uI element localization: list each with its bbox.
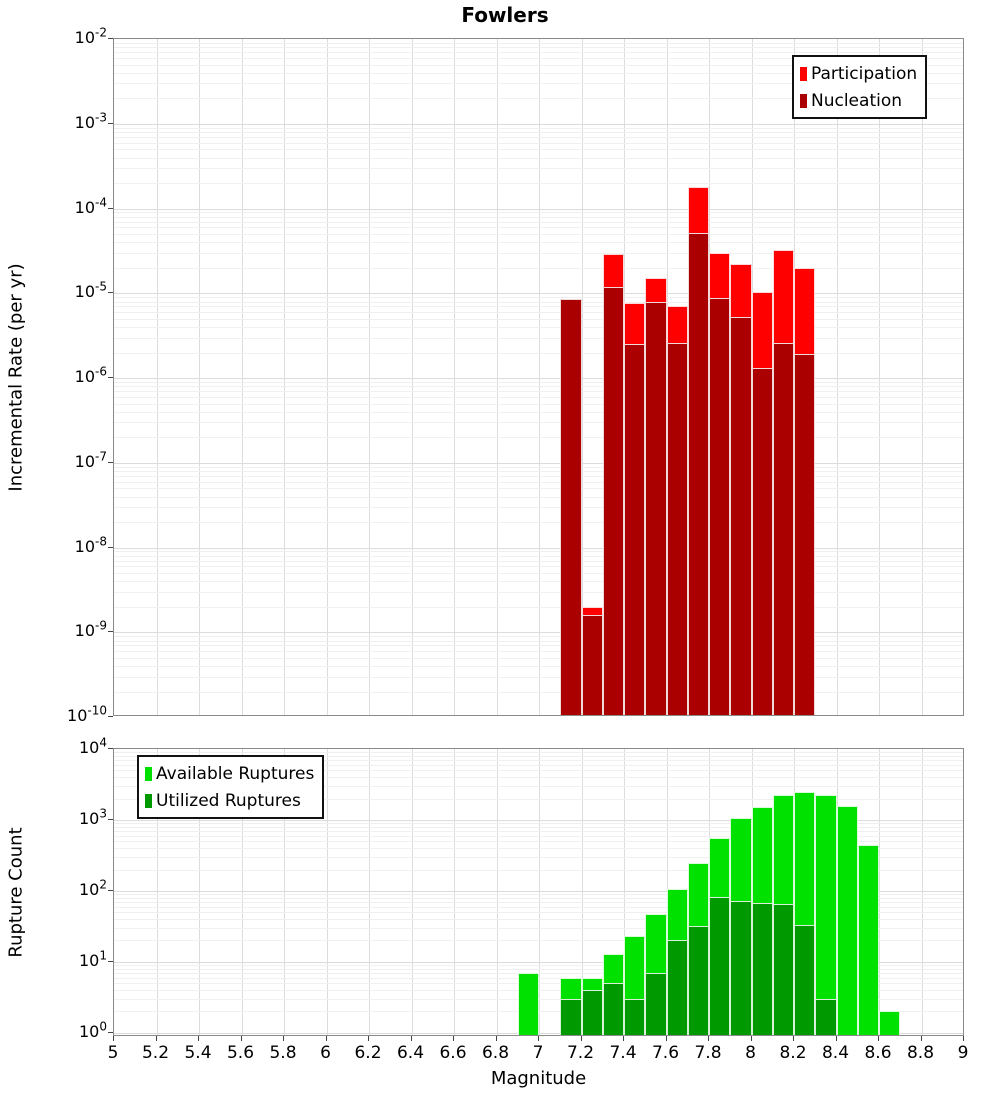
x-tick-mark xyxy=(241,1036,242,1041)
x-tick-label: 7 xyxy=(532,1043,544,1063)
legend-item-available-ruptures xyxy=(145,760,314,787)
gridline-minor xyxy=(114,561,963,562)
gridline-minor xyxy=(114,658,963,659)
gridline-vertical xyxy=(242,39,243,715)
gridline-vertical xyxy=(454,749,455,1035)
gridline-minor xyxy=(114,132,963,133)
x-tick-label: 5.4 xyxy=(184,1043,212,1063)
legend-label: Nucleation xyxy=(811,90,903,111)
x-tick-label: 5.8 xyxy=(269,1043,297,1063)
bar-available-ruptures-m6.95 xyxy=(518,973,539,1036)
gridline-minor xyxy=(114,382,963,383)
gridline-minor xyxy=(114,183,963,184)
gridline-minor xyxy=(114,522,963,523)
y-tick-label: $10^{-9}$ xyxy=(74,618,107,641)
y-tick-label: $10^{-5}$ xyxy=(74,279,107,302)
gridline-minor xyxy=(114,412,963,413)
bar-utilized-ruptures-m7.85 xyxy=(709,897,730,1036)
legend-swatch-icon xyxy=(145,767,152,781)
gridline-major xyxy=(114,463,963,464)
gridline-minor xyxy=(114,353,963,354)
y-tick-label: $10^{-4}$ xyxy=(74,195,107,217)
gridline-vertical xyxy=(879,39,880,715)
bar-available-ruptures-m8.55 xyxy=(858,845,879,1036)
gridline-minor xyxy=(114,386,963,387)
legend-swatch-icon xyxy=(800,94,807,108)
gridline-minor xyxy=(114,507,963,508)
gridline-vertical xyxy=(497,39,498,715)
bar-nucleation-m7.45 xyxy=(624,344,645,716)
bar-utilized-ruptures-m7.65 xyxy=(667,940,688,1036)
y-tick-label: $10^{-8}$ xyxy=(74,534,107,556)
gridline-vertical xyxy=(157,39,158,715)
gridline-vertical xyxy=(369,749,370,1035)
gridline-vertical xyxy=(539,39,540,715)
gridline-vertical xyxy=(539,749,540,1035)
x-tick-mark xyxy=(623,1036,624,1041)
gridline-minor xyxy=(114,476,963,477)
gridline-major xyxy=(114,124,963,125)
gridline-major xyxy=(114,293,963,294)
gridline-minor xyxy=(114,168,963,169)
gridline-minor xyxy=(114,297,963,298)
bar-nucleation-m7.75 xyxy=(688,233,709,716)
gridline-vertical xyxy=(412,749,413,1035)
legend-top-left xyxy=(137,755,324,819)
gridline-minor xyxy=(114,137,963,138)
gridline-minor xyxy=(114,327,963,328)
gridline-minor xyxy=(114,397,963,398)
y-tick-label: $10^{-2}$ xyxy=(74,25,107,47)
x-tick-mark xyxy=(793,1036,794,1041)
legend-item-utilized-ruptures xyxy=(145,787,314,814)
gridline-vertical xyxy=(922,749,923,1035)
y-axis-label-rupture-count: Rupture Count xyxy=(5,826,27,958)
y-tick-label: $10^1$ xyxy=(79,948,107,970)
gridline-vertical xyxy=(497,749,498,1035)
gridline-minor xyxy=(114,222,963,223)
gridline-minor xyxy=(114,651,963,652)
x-tick-label: 7.8 xyxy=(694,1043,722,1063)
gridline-minor xyxy=(114,253,963,254)
y-tick-mark xyxy=(108,208,113,209)
gridline-minor xyxy=(114,149,963,150)
y-tick-mark xyxy=(108,748,113,749)
gridline-vertical xyxy=(327,749,328,1035)
gridline-vertical xyxy=(199,39,200,715)
bar-nucleation-m7.95 xyxy=(730,317,751,716)
gridline-minor xyxy=(114,128,963,129)
x-tick-mark xyxy=(326,1036,327,1041)
x-tick-label: 8.6 xyxy=(864,1043,892,1063)
x-tick-label: 8.4 xyxy=(821,1043,850,1063)
legend-swatch-icon xyxy=(145,794,152,808)
gridline-major xyxy=(114,378,963,379)
x-tick-mark xyxy=(581,1036,582,1041)
y-tick-mark xyxy=(108,377,113,378)
rupture-count-panel xyxy=(113,748,964,1036)
y-tick-mark xyxy=(108,547,113,548)
bar-available-ruptures-m8.65 xyxy=(879,1011,900,1036)
gridline-minor xyxy=(114,47,963,48)
gridline-minor xyxy=(114,312,963,313)
x-tick-label: 5 xyxy=(107,1043,119,1063)
gridline-minor xyxy=(114,217,963,218)
x-tick-mark xyxy=(368,1036,369,1041)
legend-swatch-icon xyxy=(800,67,807,81)
bar-utilized-ruptures-m7.15 xyxy=(560,999,581,1036)
bar-utilized-ruptures-m8.25 xyxy=(794,925,815,1036)
gridline-minor xyxy=(114,566,963,567)
x-tick-mark xyxy=(283,1036,284,1041)
gridline-minor xyxy=(114,212,963,213)
legend-item-participation xyxy=(800,60,917,87)
y-tick-label: $10^{-3}$ xyxy=(74,110,107,132)
gridline-minor xyxy=(114,302,963,303)
legend-label: Available Ruptures xyxy=(156,763,315,784)
y-tick-mark xyxy=(108,961,113,962)
y-tick-mark xyxy=(108,462,113,463)
bar-nucleation-m7.55 xyxy=(645,302,666,716)
y-tick-label: $10^2$ xyxy=(79,877,107,899)
gridline-vertical xyxy=(454,39,455,715)
y-tick-label: $10^{-7}$ xyxy=(74,449,107,471)
x-tick-mark xyxy=(666,1036,667,1041)
gridline-minor xyxy=(114,573,963,574)
bar-nucleation-m8.15 xyxy=(773,343,794,716)
gridline-minor xyxy=(114,551,963,552)
gridline-minor xyxy=(114,467,963,468)
legend-label: Participation xyxy=(811,63,918,84)
x-tick-label: 6.4 xyxy=(396,1043,425,1063)
legend-top-right xyxy=(792,55,927,119)
gridline-vertical xyxy=(879,749,880,1035)
x-tick-mark xyxy=(538,1036,539,1041)
gridline-minor xyxy=(114,497,963,498)
gridline-minor xyxy=(114,592,963,593)
x-tick-mark xyxy=(921,1036,922,1041)
gridline-minor xyxy=(114,391,963,392)
gridline-minor xyxy=(114,636,963,637)
legend-label: Utilized Ruptures xyxy=(156,790,301,811)
x-tick-label: 5.6 xyxy=(226,1043,255,1063)
gridline-minor xyxy=(114,338,963,339)
gridline-minor xyxy=(114,645,963,646)
x-tick-mark xyxy=(156,1036,157,1041)
y-tick-mark xyxy=(108,38,113,39)
gridline-vertical xyxy=(922,39,923,715)
gridline-minor xyxy=(114,404,963,405)
gridline-vertical xyxy=(412,39,413,715)
gridline-minor xyxy=(114,437,963,438)
x-tick-label: 7.4 xyxy=(609,1043,637,1063)
chart-title: Fowlers xyxy=(461,3,549,27)
gridline-vertical xyxy=(284,39,285,715)
x-tick-mark xyxy=(963,1036,964,1041)
x-tick-mark xyxy=(453,1036,454,1041)
x-tick-label: 6.8 xyxy=(481,1043,510,1063)
gridline-minor xyxy=(114,306,963,307)
gridline-vertical xyxy=(369,39,370,715)
x-tick-label: 8.2 xyxy=(779,1043,807,1063)
y-tick-label: $10^4$ xyxy=(79,735,107,757)
y-tick-mark xyxy=(108,716,113,717)
bar-utilized-ruptures-m8.05 xyxy=(752,903,773,1036)
gridline-minor xyxy=(114,641,963,642)
bar-utilized-ruptures-m7.45 xyxy=(624,999,645,1036)
gridline-minor xyxy=(114,158,963,159)
x-tick-label: 7.2 xyxy=(566,1043,595,1063)
x-tick-mark xyxy=(113,1036,114,1041)
x-tick-label: 6.2 xyxy=(354,1043,382,1063)
x-tick-label: 6 xyxy=(320,1043,331,1063)
gridline-major xyxy=(114,632,963,633)
bar-nucleation-m7.15 xyxy=(560,299,581,716)
x-tick-label: 8 xyxy=(745,1043,756,1063)
x-axis-label: Magnitude xyxy=(490,1068,587,1089)
bar-utilized-ruptures-m7.25 xyxy=(582,990,603,1036)
x-tick-mark xyxy=(836,1036,837,1041)
gridline-minor xyxy=(114,242,963,243)
gridline-minor xyxy=(114,488,963,489)
y-tick-mark xyxy=(108,1032,113,1033)
bar-utilized-ruptures-m7.75 xyxy=(688,926,709,1036)
y-tick-label: $10^0$ xyxy=(79,1019,107,1041)
x-tick-mark xyxy=(496,1036,497,1041)
x-tick-label: 7.6 xyxy=(651,1043,680,1063)
y-tick-label: $10^3$ xyxy=(79,806,107,828)
bar-utilized-ruptures-m7.55 xyxy=(645,973,666,1036)
gridline-minor xyxy=(114,666,963,667)
gridline-vertical xyxy=(837,39,838,715)
y-tick-mark xyxy=(108,123,113,124)
x-tick-mark xyxy=(878,1036,879,1041)
incremental-rate-panel xyxy=(113,38,964,716)
x-tick-mark xyxy=(708,1036,709,1041)
y-tick-mark xyxy=(108,292,113,293)
gridline-minor xyxy=(114,234,963,235)
bar-utilized-ruptures-m7.95 xyxy=(730,901,751,1036)
x-tick-mark xyxy=(198,1036,199,1041)
gridline-major xyxy=(114,209,963,210)
gridline-minor xyxy=(114,52,963,53)
bar-utilized-ruptures-m8.15 xyxy=(773,904,794,1036)
gridline-minor xyxy=(114,752,963,753)
x-tick-label: 6.6 xyxy=(439,1043,467,1063)
x-tick-label: 5.2 xyxy=(141,1043,170,1063)
gridline-minor xyxy=(114,422,963,423)
y-axis-label-incremental-rate: Incremental Rate (per yr) xyxy=(5,262,27,492)
gridline-minor xyxy=(114,268,963,269)
bar-nucleation-m8.25 xyxy=(794,354,815,716)
gridline-minor xyxy=(114,692,963,693)
y-tick-label: $10^{-10}$ xyxy=(67,703,107,725)
y-tick-mark xyxy=(108,631,113,632)
gridline-minor xyxy=(114,607,963,608)
gridline-minor xyxy=(114,482,963,483)
bar-nucleation-m7.65 xyxy=(667,343,688,716)
y-tick-mark xyxy=(108,890,113,891)
gridline-minor xyxy=(114,143,963,144)
bar-nucleation-m7.35 xyxy=(603,287,624,717)
gridline-major xyxy=(114,548,963,549)
gridline-minor xyxy=(114,319,963,320)
bar-available-ruptures-m8.45 xyxy=(837,806,858,1036)
bar-utilized-ruptures-m8.35 xyxy=(815,999,836,1036)
gridline-minor xyxy=(114,556,963,557)
gridline-minor xyxy=(114,471,963,472)
y-tick-mark xyxy=(108,819,113,820)
bar-utilized-ruptures-m7.35 xyxy=(603,983,624,1036)
gridline-minor xyxy=(114,581,963,582)
legend-item-nucleation xyxy=(800,87,917,114)
y-tick-label: $10^{-6}$ xyxy=(74,364,107,386)
bar-nucleation-m7.25 xyxy=(582,615,603,716)
gridline-minor xyxy=(114,677,963,678)
gridline-vertical xyxy=(327,39,328,715)
x-tick-mark xyxy=(411,1036,412,1041)
bar-nucleation-m8.05 xyxy=(752,368,773,716)
x-tick-label: 9 xyxy=(957,1043,969,1063)
gridline-minor xyxy=(114,227,963,228)
x-tick-label: 8.8 xyxy=(906,1043,935,1063)
x-tick-mark xyxy=(751,1036,752,1041)
gridline-minor xyxy=(114,43,963,44)
bar-nucleation-m7.85 xyxy=(709,298,730,716)
